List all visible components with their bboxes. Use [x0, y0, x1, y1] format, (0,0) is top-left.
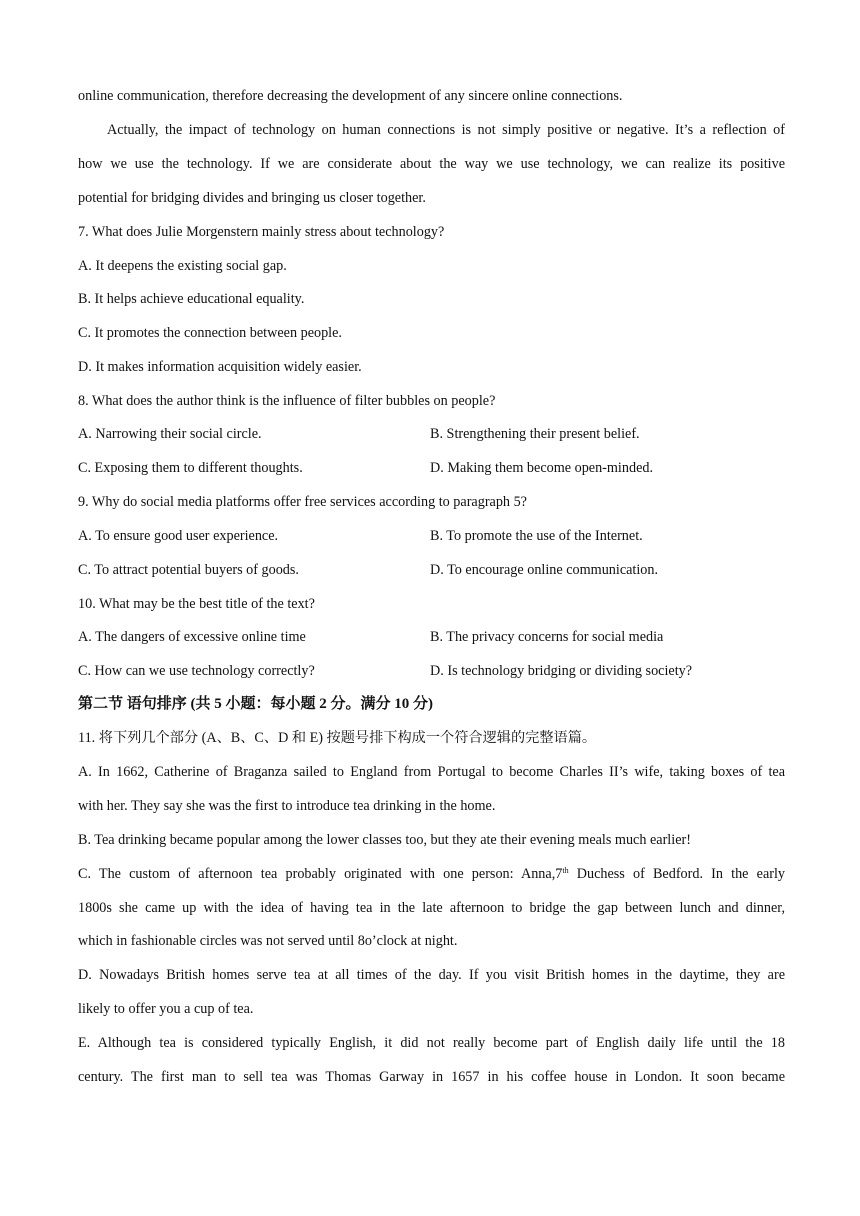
ordinal-superscript: th — [562, 866, 569, 875]
paragraph-c-line: which in fashionable circles was not served until 8o’clock at night. — [78, 933, 458, 949]
paragraph-b-line: B. Tea drinking became popular among the lower classes too, but they ate their evening meals much earlier! — [78, 832, 691, 848]
paragraph-a-line: with her. They say she was the first to introduce tea drinking in the home. — [78, 798, 496, 814]
question-10-option-c: C. How can we use technology correctly? — [78, 663, 315, 679]
paragraph-d-line: D. Nowadays British homes serve tea at all times of the day. If you visit British homes in the daytime, they are — [78, 967, 785, 983]
paragraph-e-line: century. The first man to sell tea was Thomas Garway in 1657 in his coffee house in London. It soon became — [78, 1069, 785, 1085]
paragraph-c-line: 1800s she came up with the idea of having tea in the late afternoon to bridge the gap between lunch and dinner, — [78, 900, 785, 916]
paragraph-c-line — [78, 864, 785, 884]
question-8-option-b: B. Strengthening their present belief. — [430, 426, 640, 442]
paragraph-e-line: E. Although tea is considered typically English, it did not really become part of English daily life until the 18 — [78, 1035, 785, 1051]
section-heading: 第二节 语句排序 (共 5 小题：每小题 2 分。满分 10 分) — [78, 696, 433, 712]
question-8-option-c: C. Exposing them to different thoughts. — [78, 460, 303, 476]
paragraph-a-line: A. In 1662, Catherine of Braganza sailed to England from Portugal to become Charles II’s wife, taking boxes of tea — [78, 764, 785, 780]
question-7-option-b: B. It helps achieve educational equality. — [78, 291, 305, 307]
passage-line: online communication, therefore decreasing the development of any sincere online connections. — [78, 88, 623, 104]
passage-line: how we use the technology. If we are considerate about the way we use technology, we can realize its positive — [78, 156, 785, 172]
question-9-option-a: A. To ensure good user experience. — [78, 528, 279, 544]
question-10-option-d: D. Is technology bridging or dividing society? — [430, 663, 693, 679]
question-8-option-a: A. Narrowing their social circle. — [78, 426, 262, 442]
question-9-option-b: B. To promote the use of the Internet. — [430, 528, 643, 544]
question-11-instruction: 11. 将下列几个部分 (A、B、C、D 和 E) 按题号排下构成一个符合逻辑的完整语篇。 — [78, 730, 597, 746]
passage-line: Actually, the impact of technology on human connections is not simply positive or negative. It’s a reflection of — [107, 122, 785, 138]
passage-line: potential for bridging divides and bringing us closer together. — [78, 190, 426, 206]
question-9-option-c: C. To attract potential buyers of goods. — [78, 562, 299, 578]
paragraph-d-line: likely to offer you a cup of tea. — [78, 1001, 254, 1017]
question-10-stem: 10. What may be the best title of the text? — [78, 596, 315, 612]
question-7-stem: 7. What does Julie Morgenstern mainly stress about technology? — [78, 224, 445, 240]
question-7-option-d: D. It makes information acquisition widely easier. — [78, 359, 362, 375]
paragraph-c-text: Duchess of Bedford. In the early — [568, 866, 785, 882]
question-10-option-a: A. The dangers of excessive online time — [78, 629, 306, 645]
question-8-stem: 8. What does the author think is the influence of filter bubbles on people? — [78, 393, 496, 409]
question-7-option-a: A. It deepens the existing social gap. — [78, 258, 287, 274]
question-8-option-d: D. Making them become open-minded. — [430, 460, 654, 476]
question-9-stem: 9. Why do social media platforms offer free services according to paragraph 5? — [78, 494, 527, 510]
question-9-option-d: D. To encourage online communication. — [430, 562, 659, 578]
paragraph-c-text: C. The custom of afternoon tea probably originated with one person: Anna,7 — [78, 866, 563, 882]
question-10-option-b: B. The privacy concerns for social media — [430, 629, 664, 645]
question-7-option-c: C. It promotes the connection between people. — [78, 325, 342, 341]
